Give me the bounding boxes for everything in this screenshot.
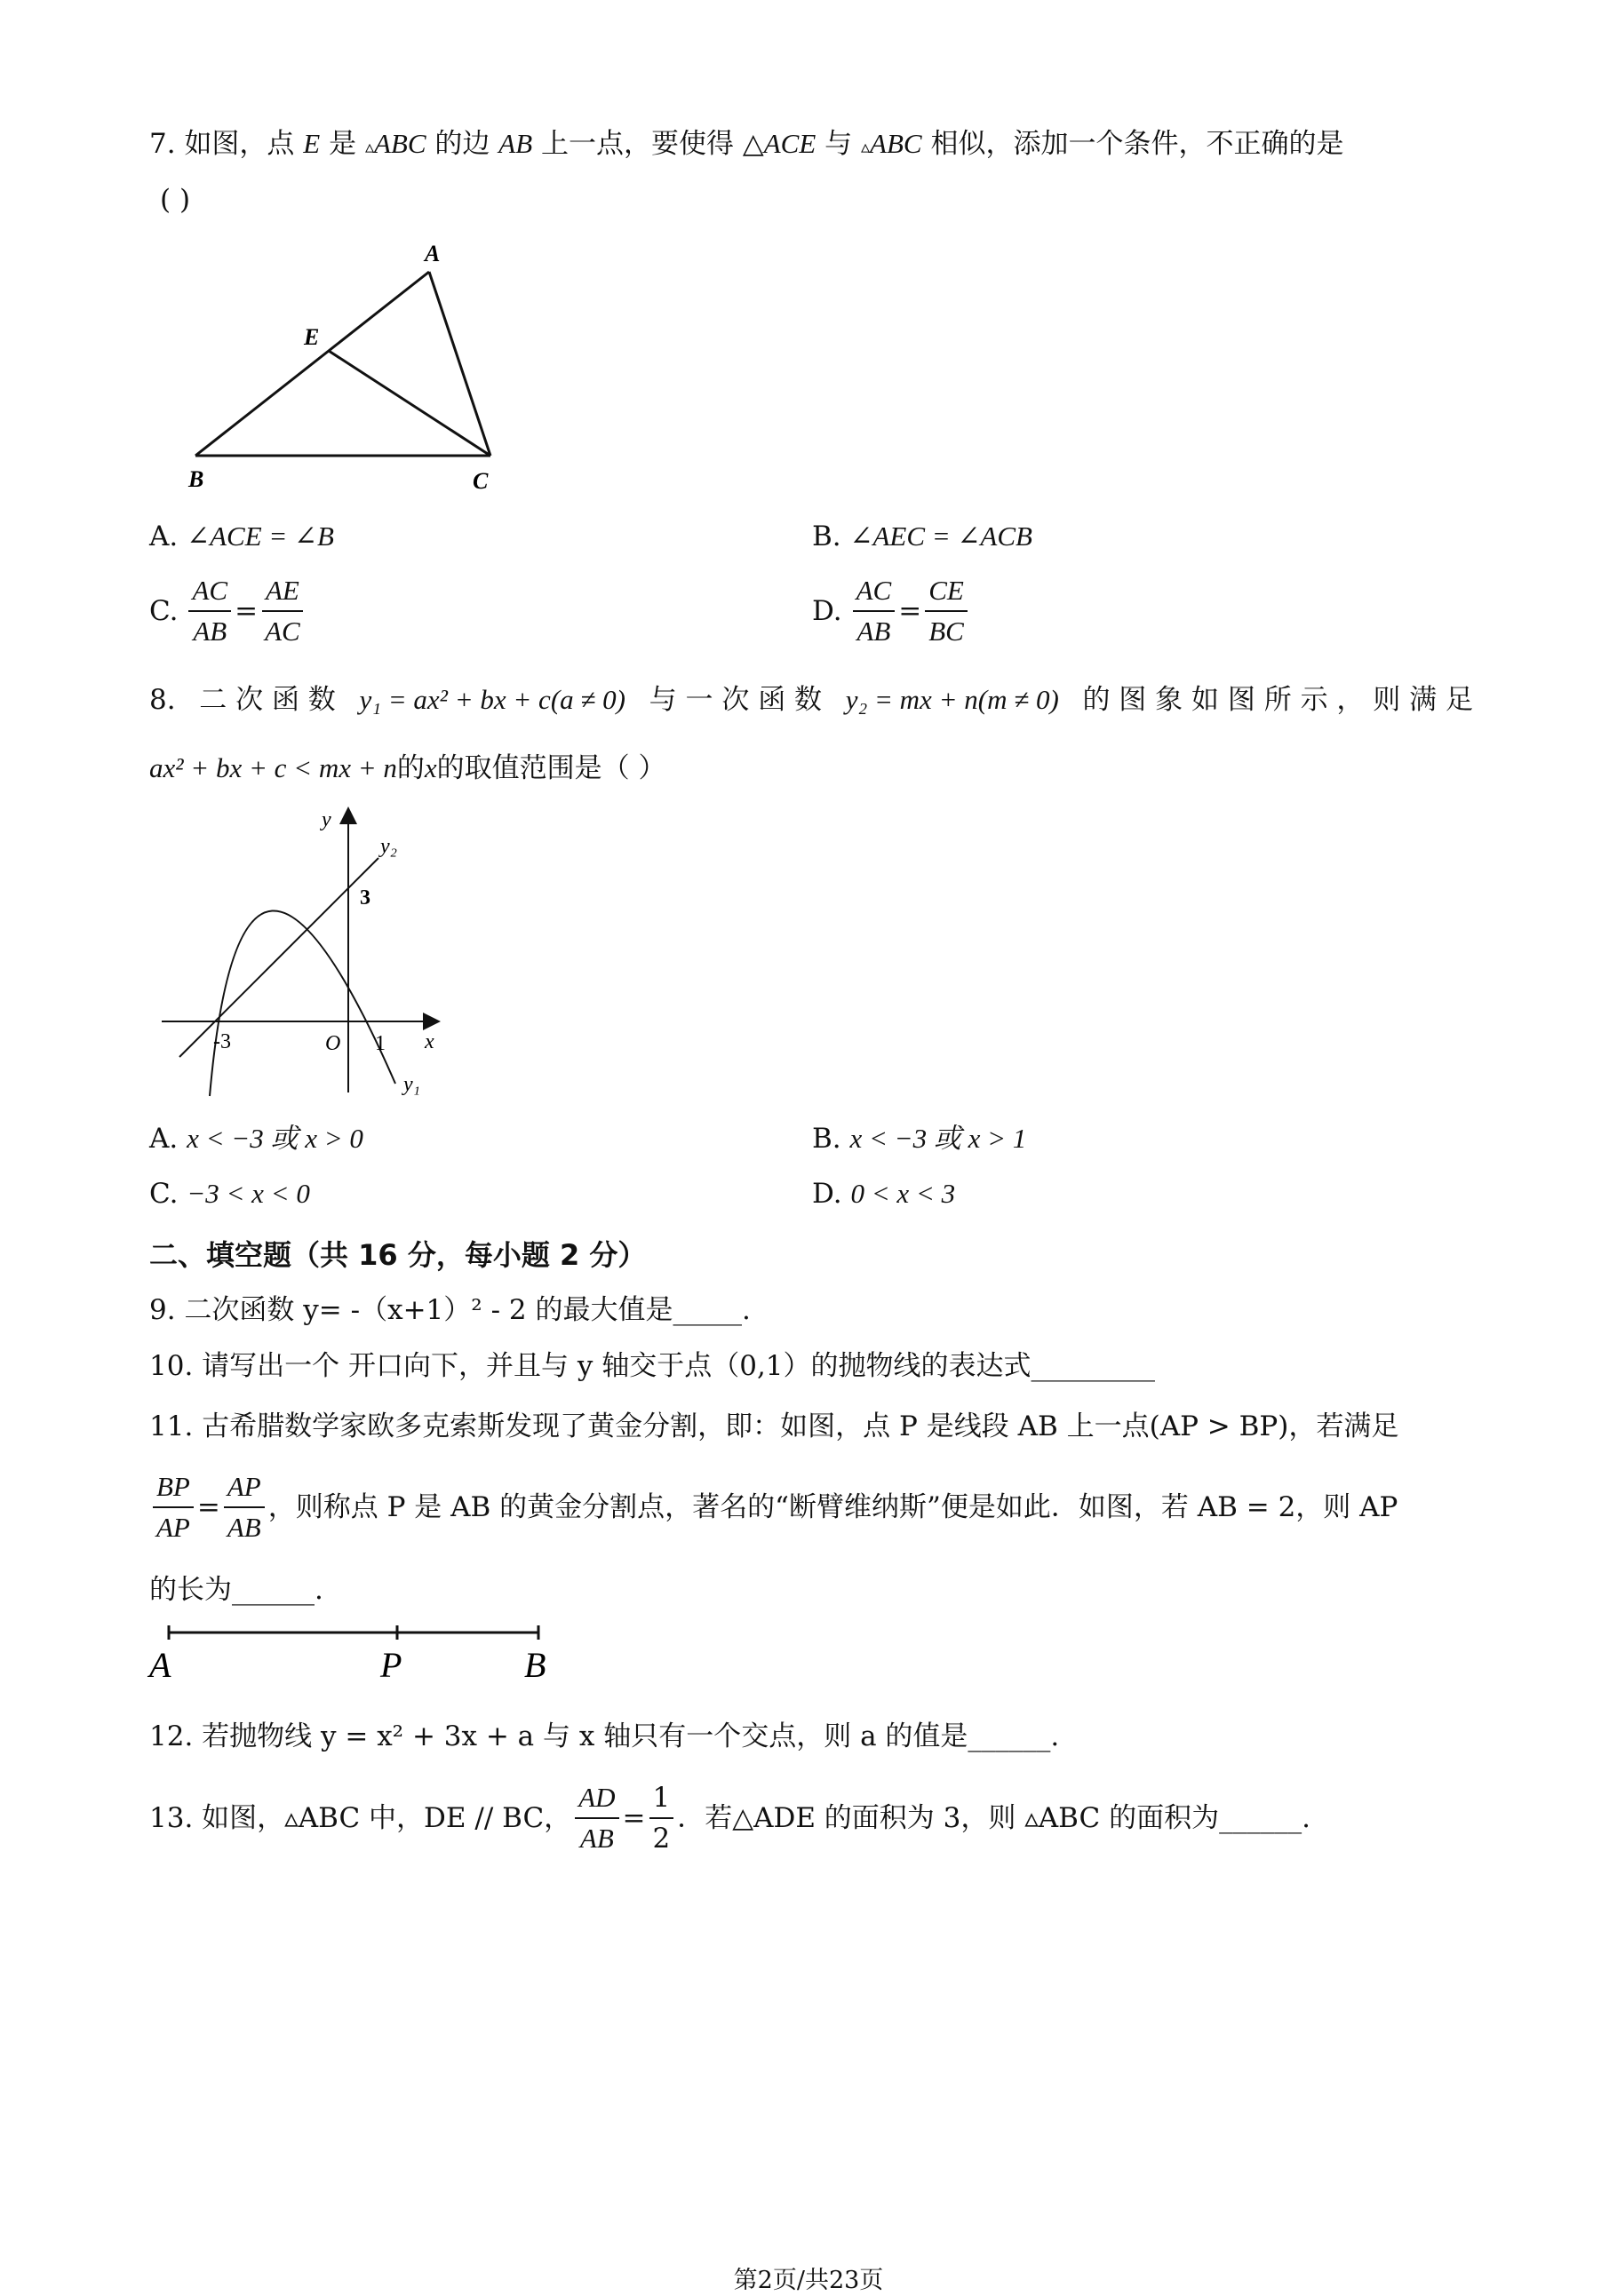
- label-p: P: [380, 1645, 402, 1685]
- label-e: E: [304, 324, 320, 350]
- denominator: 2: [652, 1823, 671, 1855]
- q8-expr: y₁ = ax² + bx + c(a ≠ 0): [359, 684, 625, 715]
- denominator: AB: [227, 1512, 261, 1543]
- q7-text: 是: [329, 128, 357, 160]
- q7-answer-paren: ( ): [160, 184, 191, 216]
- numerator: AE: [262, 571, 303, 612]
- q7-text: 与: [824, 128, 853, 160]
- fraction: [261, 571, 304, 651]
- q8-stem-line1: [149, 682, 1473, 718]
- option-expr: ∠AEC = ∠ACB: [849, 520, 1032, 552]
- q7-var: ABC: [374, 128, 426, 159]
- segment-ab: [195, 272, 429, 456]
- q8-option-c: [149, 1176, 310, 1212]
- label-neg3: -3: [213, 1030, 231, 1053]
- fraction: [853, 571, 896, 651]
- q7-number: 7.: [149, 128, 176, 160]
- q8-text: 的: [396, 752, 425, 784]
- numerator: AC: [188, 571, 231, 612]
- q7-text: 的边: [434, 128, 490, 160]
- denominator: AB: [193, 616, 227, 647]
- option-label: B.: [812, 1123, 841, 1155]
- equals-sign: =: [622, 1802, 646, 1834]
- q7-option-a: [149, 519, 334, 554]
- numerator: CE: [925, 571, 968, 612]
- q11-text: ，则称点 P 是 AB 的黄金分割点，著名的“断臂维纳斯”便是如此．如图，若 AB = 2，则 AP: [267, 1491, 1398, 1523]
- label-y: y: [322, 808, 331, 831]
- equals-sign: =: [196, 1491, 220, 1523]
- q7-triangle-symbol: △: [742, 128, 764, 160]
- q8-option-a: [149, 1121, 363, 1156]
- option-label: C.: [149, 595, 179, 627]
- option-label: C.: [149, 1178, 179, 1210]
- denominator: AB: [579, 1823, 614, 1854]
- q8-var: x: [424, 752, 437, 783]
- q13-text-part: 13. 如图，▵ABC 中，DE // BC，: [149, 1802, 572, 1834]
- q13-text-part: ．若△ADE 的面积为 3，则 ▵ABC 的面积为______.: [677, 1802, 1310, 1834]
- q9-text: 9. 二次函数 y= -（x+1）² - 2 的最大值是_____.: [149, 1294, 751, 1326]
- q13-text: [149, 1778, 1310, 1858]
- option-expr: −3 < x < 0: [187, 1178, 310, 1209]
- q12-text: 12. 若抛物线 y = x² + 3x + a 与 x 轴只有一个交点，则 a 的值是______.: [149, 1720, 1060, 1752]
- q7-var: AB: [498, 128, 533, 159]
- q7-triangle-symbol: ▵: [861, 136, 871, 157]
- fraction: [153, 1467, 194, 1547]
- q7-var: ACE: [763, 128, 816, 159]
- q7-text: 如图，点: [184, 128, 295, 160]
- option-label: B.: [812, 520, 841, 552]
- denominator: BC: [928, 616, 964, 647]
- q10-text: 10. 请写出一个 开口向下，并且与 y 轴交于点（0,1）的抛物线的表达式_________: [149, 1350, 1156, 1382]
- label-a: A: [425, 241, 441, 266]
- q11-segment-figure: [142, 1617, 569, 1688]
- segment-ac: [429, 272, 490, 456]
- numerator: AD: [575, 1778, 618, 1819]
- label-c: C: [473, 468, 489, 494]
- page-footer: 第2页/共23页: [733, 2267, 884, 2294]
- q8-text: 的取值范围是（ ）: [436, 752, 666, 784]
- q8-text: 的 图 象 如 图 所 示 ， 则 满 足: [1082, 684, 1473, 716]
- option-expr: x < −3 或 x > 1: [849, 1123, 1027, 1154]
- fraction: [188, 571, 231, 651]
- q8-option-d: [812, 1176, 955, 1212]
- option-label: A.: [149, 520, 179, 552]
- label-x: x: [425, 1030, 434, 1053]
- q8-option-b: [812, 1121, 1026, 1156]
- option-expr: x < −3 或 x > 0: [187, 1123, 363, 1154]
- label-b: B: [524, 1645, 546, 1685]
- option-label: D.: [812, 595, 842, 627]
- denominator: AC: [265, 616, 300, 647]
- q11-line2: [149, 1467, 1398, 1547]
- label-origin: O: [325, 1032, 341, 1055]
- label-1: 1: [375, 1032, 386, 1055]
- label-b: B: [188, 466, 204, 492]
- q7-triangle-figure: [178, 238, 515, 504]
- numerator: AP: [224, 1467, 265, 1508]
- label-a: A: [149, 1645, 171, 1685]
- q8-expr: ax² + bx + c < mx + n: [149, 752, 397, 783]
- q7-triangle-symbol: ▵: [364, 136, 374, 157]
- label-3: 3: [360, 886, 370, 910]
- option-expr: ∠ACE = ∠B: [187, 520, 334, 552]
- fraction: [224, 1467, 265, 1547]
- q8-number: 8.: [149, 684, 176, 716]
- fraction: [649, 1778, 674, 1858]
- q7-var: ABC: [870, 128, 922, 159]
- q7-var: E: [303, 128, 321, 159]
- q8-expr: y₂ = mx + n(m ≠ 0): [845, 684, 1059, 715]
- section-heading: 二、填空题（共 16 分，每小题 2 分）: [149, 1238, 647, 1272]
- q7-option-b: [812, 519, 1032, 554]
- fraction: [575, 1778, 618, 1858]
- option-expr: 0 < x < 3: [850, 1178, 956, 1209]
- q7-option-c: [149, 571, 307, 651]
- q11-line1: 11. 古希腊数学家欧多克索斯发现了黄金分割，即：如图，点 P 是线段 AB 上一点(AP > BP)，若满足: [149, 1410, 1399, 1442]
- option-label: A.: [149, 1123, 179, 1155]
- equals-sign: =: [235, 595, 259, 627]
- q7-option-d: [812, 571, 971, 651]
- parabola-y1: [210, 910, 395, 1096]
- segment-ec: [329, 351, 490, 456]
- fraction: [925, 571, 968, 651]
- q8-function-graph: [151, 799, 453, 1101]
- q7-text: 上一点，要使得: [541, 128, 735, 160]
- label-y1: y₁: [403, 1073, 420, 1096]
- q7-text: 相似，添加一个条件，不正确的是: [930, 128, 1344, 160]
- denominator: AB: [856, 616, 891, 647]
- equals-sign: =: [898, 595, 922, 627]
- q8-text: 与 一 次 函 数: [649, 684, 823, 716]
- q7-stem: [149, 126, 1343, 164]
- numerator: 1: [649, 1778, 674, 1819]
- denominator: AP: [156, 1512, 190, 1543]
- label-y2: y₂: [380, 835, 397, 858]
- q8-text: 二 次 函 数: [199, 684, 336, 716]
- numerator: AC: [853, 571, 896, 612]
- q11-line3: 的长为______.: [149, 1574, 323, 1606]
- option-label: D.: [812, 1178, 842, 1210]
- q8-stem-line2: [149, 751, 666, 786]
- numerator: BP: [153, 1467, 194, 1508]
